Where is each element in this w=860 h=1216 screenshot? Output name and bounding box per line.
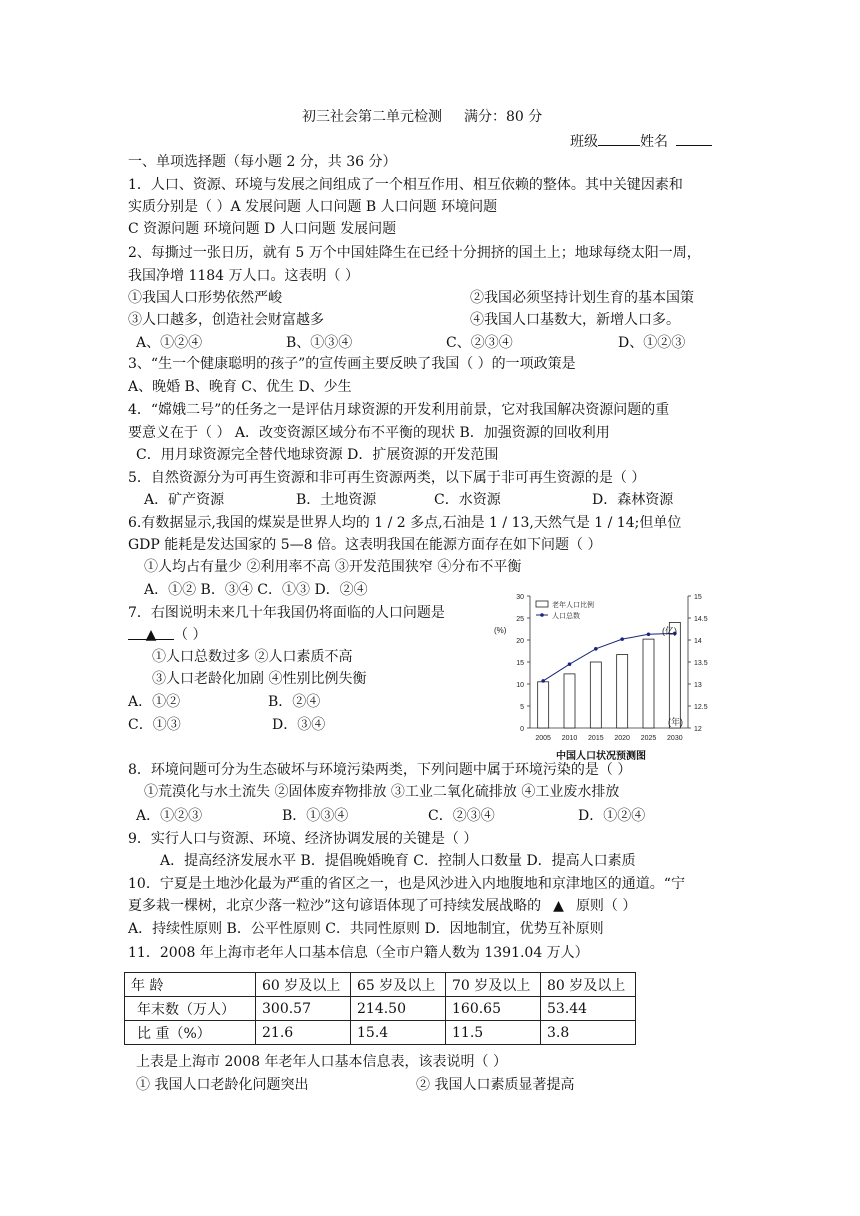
y-tick-label-left: 0 bbox=[520, 726, 524, 733]
point bbox=[594, 647, 598, 651]
title-text: 初三社会第二单元检测 bbox=[302, 109, 442, 125]
q10-text-tail: 原则（ ） bbox=[575, 898, 637, 914]
q7-answer-blank[interactable] bbox=[128, 625, 174, 643]
section-heading: 一、单项选择题（每小题 2 分，共 36 分） bbox=[128, 154, 397, 170]
y-tick-label-right: 12.5 bbox=[694, 704, 708, 711]
x-tick-label: 2010 bbox=[561, 735, 578, 742]
q9-line2: A．提高经济发展水平 B．提倡晚婚晚育 C．控制人口数量 D．提高人口素质 bbox=[160, 853, 636, 869]
name-field[interactable] bbox=[676, 131, 712, 146]
q6-line2: GDP 能耗是发达国家的 5—8 倍。这表明我国在能源方面存在如下问题（ ） bbox=[128, 537, 602, 553]
legend-point bbox=[540, 613, 544, 617]
q8-line2: ①荒漠化与水土流失 ②固体废弃物排放 ③工业二氧化硫排放 ④工业废水排放 bbox=[144, 784, 620, 800]
q1-line3: C 资源问题 环境问题 D 人口问题 发展问题 bbox=[128, 221, 397, 237]
q3-line2: A、晚婚 B、晚育 C、优生 D、少生 bbox=[128, 379, 352, 395]
q6-line3: ①人均占有量少 ②利用率不高 ③开发范围狭窄 ④分布不平衡 bbox=[144, 559, 522, 575]
table-header-cell: 年 龄 bbox=[125, 973, 256, 997]
y-tick-label-right: 13 bbox=[694, 682, 702, 689]
legend-bar-swatch bbox=[536, 601, 548, 607]
q5-choice-c: C．水资源 bbox=[434, 492, 501, 508]
q11-option1: ① 我国人口老龄化问题突出 bbox=[136, 1077, 309, 1093]
q10-line3: A．持续性原则 B．公平性原则 C．共同性原则 D．因地制宜，优势互补原则 bbox=[128, 921, 604, 937]
point bbox=[620, 637, 624, 641]
table-cell: 160.65 bbox=[446, 997, 541, 1021]
table-cell: 300.57 bbox=[256, 997, 351, 1021]
table-header-row bbox=[125, 973, 636, 997]
y-axis-left-label: (%) bbox=[494, 626, 507, 635]
table-header-cell: 80 岁及以上 bbox=[541, 973, 636, 997]
q7-options-34: ③人口老龄化加剧 ④性别比例失衡 bbox=[152, 671, 367, 687]
q2-line1: 2、每撕过一张日历，就有 5 万个中国娃降生在已经十分拥挤的国土上；地球每绕太阳一周， bbox=[128, 245, 701, 261]
table-cell: 15.4 bbox=[351, 1021, 446, 1045]
q10-line1: 10．宁夏是土地沙化最为严重的省区之一，也是风沙进入内地腹地和京津地区的通道。“宁 bbox=[128, 876, 685, 892]
table-cell: 比 重（%） bbox=[125, 1021, 256, 1045]
q10-text: 夏多栽一棵树，北京少落一粒沙”这句谚语体现了可持续发展战略的 bbox=[128, 898, 542, 914]
y-tick-label-right: 15 bbox=[694, 594, 702, 601]
q5-choice-a: A．矿产资源 bbox=[144, 492, 225, 508]
q4-line2: 要意义在于（ ） A．改变资源区域分布不平衡的现状 B．加强资源的回收利用 bbox=[128, 425, 610, 441]
legend-label: 老年人口比例 bbox=[552, 602, 594, 609]
bar bbox=[617, 655, 628, 728]
table-cell: 年末数（万人） bbox=[125, 997, 256, 1021]
y-tick-label-left: 5 bbox=[520, 704, 524, 711]
q2-option3: ③人口越多，创造社会财富越多 bbox=[128, 312, 324, 328]
x-tick-label: 2005 bbox=[535, 735, 551, 742]
q6-line1: 6.有数据显示,我国的煤炭是世界人均的 1 / 2 多点,石油是 1 / 13,天然气是 1 / 14;但单位 bbox=[128, 515, 682, 531]
y-tick-label-right: 12 bbox=[694, 726, 702, 733]
q2-choice-d: D、①②③ bbox=[618, 335, 686, 351]
legend-label: 人口总数 bbox=[552, 613, 580, 620]
q6-line4: A．①② B．③④ C．①③ D．②④ bbox=[144, 582, 368, 598]
population-forecast-chart bbox=[488, 586, 710, 762]
y-tick-label-left: 20 bbox=[516, 638, 524, 645]
y-tick-label-left: 10 bbox=[516, 682, 524, 689]
q2-line2: 我国净增 1184 万人口。这表明（ ） bbox=[128, 268, 359, 284]
series-line bbox=[543, 633, 675, 681]
student-info bbox=[570, 131, 712, 152]
q7-paren: （ ） bbox=[174, 627, 207, 643]
page-title bbox=[302, 107, 542, 127]
x-tick-label: 2030 bbox=[667, 735, 683, 742]
class-label: 班级 bbox=[570, 134, 598, 150]
y-tick-label-left: 15 bbox=[516, 660, 524, 667]
q2-option2: ②我国必须坚持计划生育的基本国策 bbox=[470, 290, 694, 306]
full-score: 满分：80 分 bbox=[464, 109, 543, 125]
table-header-cell: 70 岁及以上 bbox=[446, 973, 541, 997]
x-tick-label: 2015 bbox=[588, 735, 604, 742]
y-tick-label-right: 14.5 bbox=[694, 616, 708, 623]
q7-choice-d: D．③④ bbox=[272, 717, 326, 733]
q7-options-12: ①人口总数过多 ②人口素质不高 bbox=[152, 649, 353, 665]
q1-line2: 实质分别是（ ）A 发展问题 人口问题 B 人口问题 环境问题 bbox=[128, 199, 498, 215]
q3-line1: 3、“生一个健康聪明的孩子”的宣传画主要反映了我国（ ）的一项政策是 bbox=[128, 356, 576, 372]
y-axis-right-label: (亿) bbox=[662, 626, 677, 636]
q5-line1: 5．自然资源分为可再生资源和非可再生资源两类，以下属于非可再生资源的是（ ） bbox=[128, 470, 646, 486]
y-tick-label-left: 30 bbox=[516, 594, 524, 601]
q9-line1: 9．实行人口与资源、环境、经济协调发展的关键是（ ） bbox=[128, 831, 478, 847]
bar bbox=[538, 682, 549, 728]
point bbox=[647, 632, 651, 636]
chart-title: 中国人口状况预测图 bbox=[556, 751, 646, 762]
y-tick-label-right: 14 bbox=[694, 638, 702, 645]
x-axis-label: (年) bbox=[668, 717, 683, 727]
bar bbox=[564, 674, 575, 728]
q2-choice-a: A、①②④ bbox=[136, 335, 203, 351]
q4-line1: 4．“嫦娥二号”的任务之一是评估月球资源的开发利用前景，它对我国解决资源问题的重 bbox=[128, 402, 670, 418]
y-tick-label-right: 13.5 bbox=[694, 660, 708, 667]
x-tick-label: 2020 bbox=[614, 735, 630, 742]
q7-choice-b: B．②④ bbox=[268, 694, 321, 710]
q8-line1: 8．环境问题可分为生态破坏与环境污染两类，下列问题中属于环境污染的是（ ） bbox=[128, 762, 632, 778]
q2-choice-c: C、②③④ bbox=[446, 335, 513, 351]
q2-choice-b: B、①③④ bbox=[286, 335, 353, 351]
class-field[interactable] bbox=[598, 131, 640, 146]
bar bbox=[590, 662, 601, 728]
q8-choice-a: A．①②③ bbox=[136, 808, 203, 824]
table-cell: 11.5 bbox=[446, 1021, 541, 1045]
triangle-icon: ▲ bbox=[553, 898, 564, 914]
q2-option4: ④我国人口基数大，新增人口多。 bbox=[470, 312, 680, 328]
q8-choice-b: B．①③④ bbox=[282, 808, 349, 824]
triangle-icon: ▲ bbox=[145, 627, 157, 643]
point bbox=[568, 662, 572, 666]
table-row bbox=[125, 1021, 636, 1045]
y-tick-label-left: 25 bbox=[516, 616, 524, 623]
q5-choice-d: D．森林资源 bbox=[592, 492, 674, 508]
q11-line1: 11．2008 年上海市老年人口基本信息（全市户籍人数为 1391.04 万人） bbox=[128, 945, 589, 961]
q10-line2 bbox=[128, 896, 636, 916]
q8-choice-d: D．①②④ bbox=[578, 808, 646, 824]
q1-line1: 1．人口、资源、环境与发展之间组成了一个相互作用、相互依赖的整体。其中关键因素和 bbox=[128, 177, 683, 193]
table-header-cell: 60 岁及以上 bbox=[256, 973, 351, 997]
q5-choice-b: B．土地资源 bbox=[296, 492, 377, 508]
q7-choice-c: C．①③ bbox=[128, 717, 181, 733]
table-row bbox=[125, 997, 636, 1021]
q7-choice-a: A．①② bbox=[128, 694, 181, 710]
table-cell: 3.8 bbox=[541, 1021, 636, 1045]
q11-line2: 上表是上海市 2008 年老年人口基本信息表，该表说明（ ） bbox=[136, 1054, 507, 1070]
q7-blank-line bbox=[128, 625, 206, 645]
q8-choice-c: C．②③④ bbox=[428, 808, 495, 824]
x-tick-label: 2025 bbox=[640, 735, 657, 742]
bar bbox=[643, 639, 654, 728]
table-cell: 21.6 bbox=[256, 1021, 351, 1045]
table-cell: 214.50 bbox=[351, 997, 446, 1021]
point bbox=[541, 679, 545, 683]
table-cell: 53.44 bbox=[541, 997, 636, 1021]
q11-option2: ② 我国人口素质显著提高 bbox=[416, 1077, 575, 1093]
elderly-population-table bbox=[124, 972, 636, 1045]
q4-line3: C．用月球资源完全替代地球资源 D．扩展资源的开发范围 bbox=[136, 447, 499, 463]
bar bbox=[669, 622, 680, 728]
q2-option1: ①我国人口形势依然严峻 bbox=[128, 290, 282, 306]
table-header-cell: 65 岁及以上 bbox=[351, 973, 446, 997]
q7-line1: 7．右图说明未来几十年我国仍将面临的人口问题是 bbox=[128, 605, 445, 621]
name-label: 姓名 bbox=[640, 134, 668, 150]
